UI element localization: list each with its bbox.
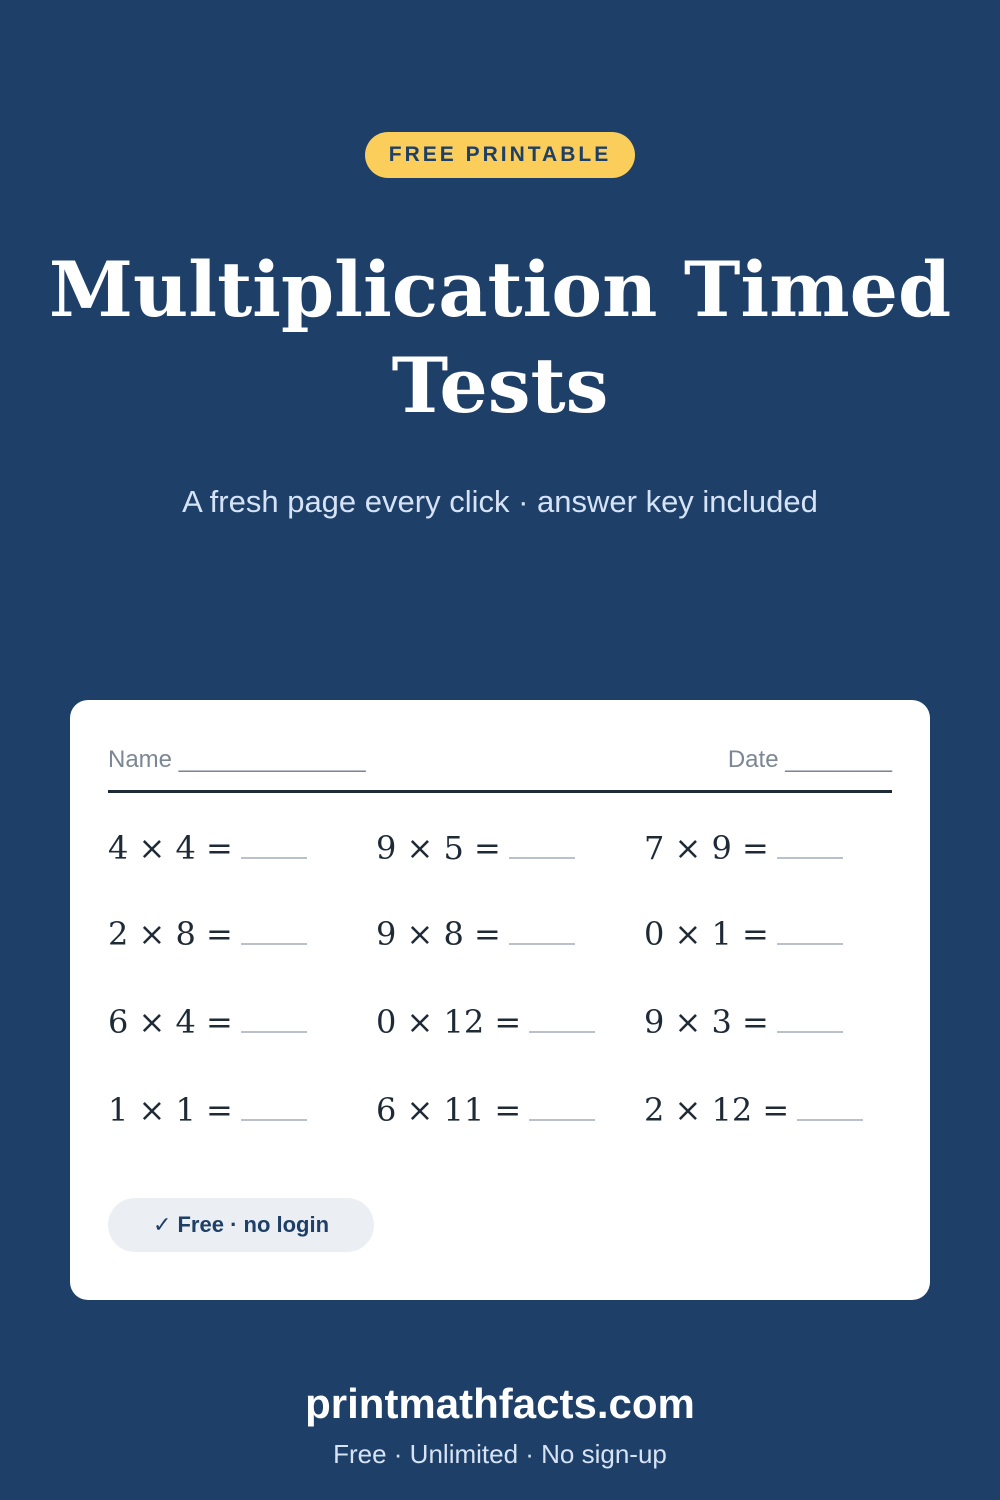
problem-text: 9 × 8 = [376,915,501,953]
page-subtitle: A fresh page every click · answer key included [182,484,818,519]
date-field: Date ________ [727,746,892,773]
problem-item [644,914,843,954]
page-title: Multiplication Timed Tests [48,245,952,430]
worksheet-card [70,700,930,1300]
problem-text: 6 × 4 = [108,1003,233,1041]
problem-item [108,828,307,868]
answer-blank [241,1093,307,1121]
header-divider [108,790,892,793]
free-no-login-pill: ✓ Free · no login [108,1198,374,1252]
problem-item [644,1002,843,1042]
problem-text: 0 × 12 = [376,1003,522,1041]
problem-item [376,1090,595,1130]
problem-item [376,828,575,868]
problem-text: 6 × 11 = [376,1091,522,1129]
problem-item [644,1090,863,1130]
answer-blank [241,831,307,859]
problem-text: 2 × 12 = [644,1091,790,1129]
problem-item [376,1002,595,1042]
problem-item [644,828,843,868]
free-printable-badge: FREE PRINTABLE [365,132,635,178]
problem-item [108,1090,307,1130]
answer-blank [529,1005,595,1033]
answer-blank [777,917,843,945]
answer-blank [529,1093,595,1121]
answer-blank [509,917,575,945]
problem-item [108,1002,307,1042]
problem-item [376,914,575,954]
problem-text: 4 × 4 = [108,829,233,867]
answer-blank [509,831,575,859]
answer-blank [777,1005,843,1033]
problem-text: 9 × 5 = [376,829,501,867]
answer-blank [241,1005,307,1033]
answer-blank [241,917,307,945]
site-tagline: Free · Unlimited · No sign-up [333,1439,667,1469]
problem-text: 1 × 1 = [108,1091,233,1129]
problem-text: 7 × 9 = [644,829,769,867]
problem-text: 0 × 1 = [644,915,769,953]
problem-item [108,914,307,954]
name-field: Name ______________ [108,746,366,773]
problem-text: 2 × 8 = [108,915,233,953]
answer-blank [777,831,843,859]
site-name: printmathfacts.com [305,1380,695,1427]
answer-blank [797,1093,863,1121]
problem-text: 9 × 3 = [644,1003,769,1041]
